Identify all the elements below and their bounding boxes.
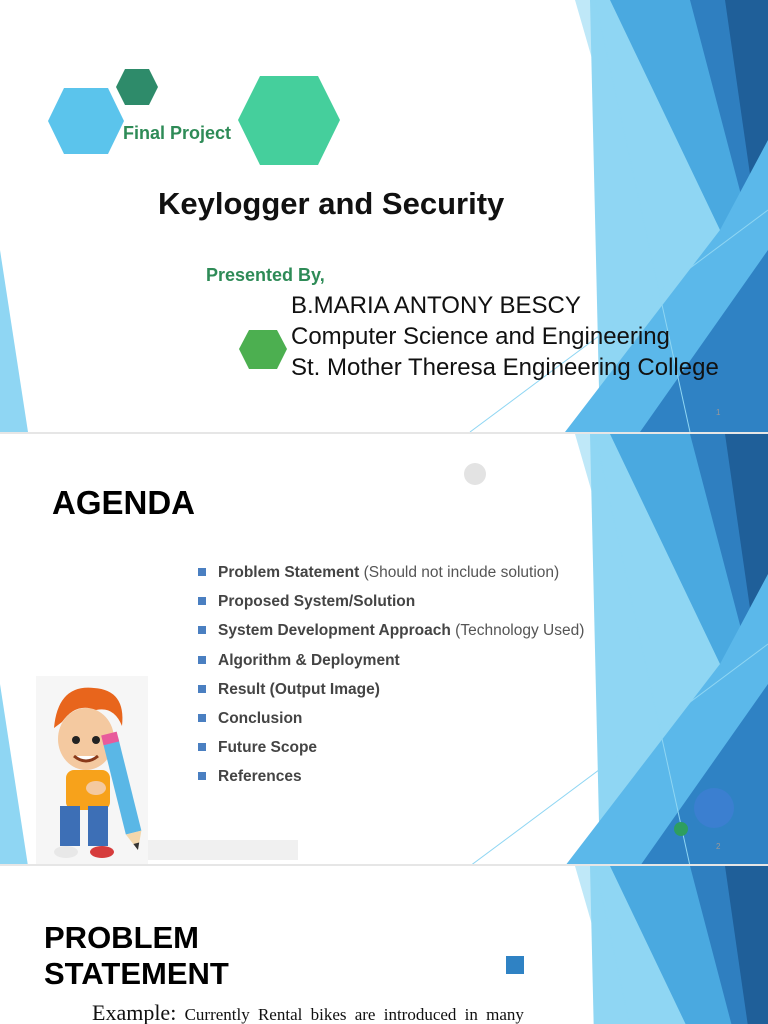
presenter-department: Computer Science and Engineering [291, 323, 670, 350]
problem-title: PROBLEM STATEMENT [44, 920, 229, 991]
square-bullet-icon [198, 568, 206, 576]
square-bullet-icon [198, 772, 206, 780]
green-hexagon [238, 329, 288, 371]
title-slide [0, 0, 768, 432]
boy-with-pencil-illustration [36, 676, 148, 864]
agenda-item: Proposed System/Solution [198, 592, 584, 621]
dark-green-hexagon [115, 68, 159, 108]
mint-hexagon [236, 74, 342, 168]
agenda-list [198, 563, 584, 797]
page-number: 2 [716, 842, 721, 851]
example-text: Example: Currently Rental bikes are introduced in many [92, 1000, 524, 1024]
presenter-name: B.MARIA ANTONY BESCY [291, 292, 581, 319]
page-number: 1 [716, 408, 721, 417]
blue-square-decoration [506, 956, 524, 974]
presenter-college: St. Mother Theresa Engineering College [291, 354, 719, 381]
presenter-info [291, 290, 719, 383]
square-bullet-icon [198, 685, 206, 693]
presented-by-label: Presented By, [206, 265, 325, 285]
agenda-item: System Development Approach (Technology Used) [198, 621, 584, 650]
agenda-slide [0, 432, 768, 864]
square-bullet-icon [198, 597, 206, 605]
square-bullet-icon [198, 626, 206, 634]
agenda-item: Algorithm & Deployment [198, 651, 584, 680]
slide-title: Keylogger and Security [158, 186, 505, 221]
caption-bar [148, 840, 298, 860]
agenda-item: Future Scope [198, 738, 584, 767]
square-bullet-icon [198, 656, 206, 664]
agenda-item: Conclusion [198, 709, 584, 738]
agenda-title: AGENDA [52, 484, 196, 521]
problem-statement-slide [0, 864, 768, 1024]
agenda-item: Result (Output Image) [198, 680, 584, 709]
slide-subtitle: Final Project [123, 123, 232, 143]
agenda-item: References [198, 767, 584, 796]
square-bullet-icon [198, 743, 206, 751]
square-bullet-icon [198, 714, 206, 722]
agenda-item: Problem Statement (Should not include solution) [198, 563, 584, 592]
light-blue-hexagon [46, 86, 126, 156]
